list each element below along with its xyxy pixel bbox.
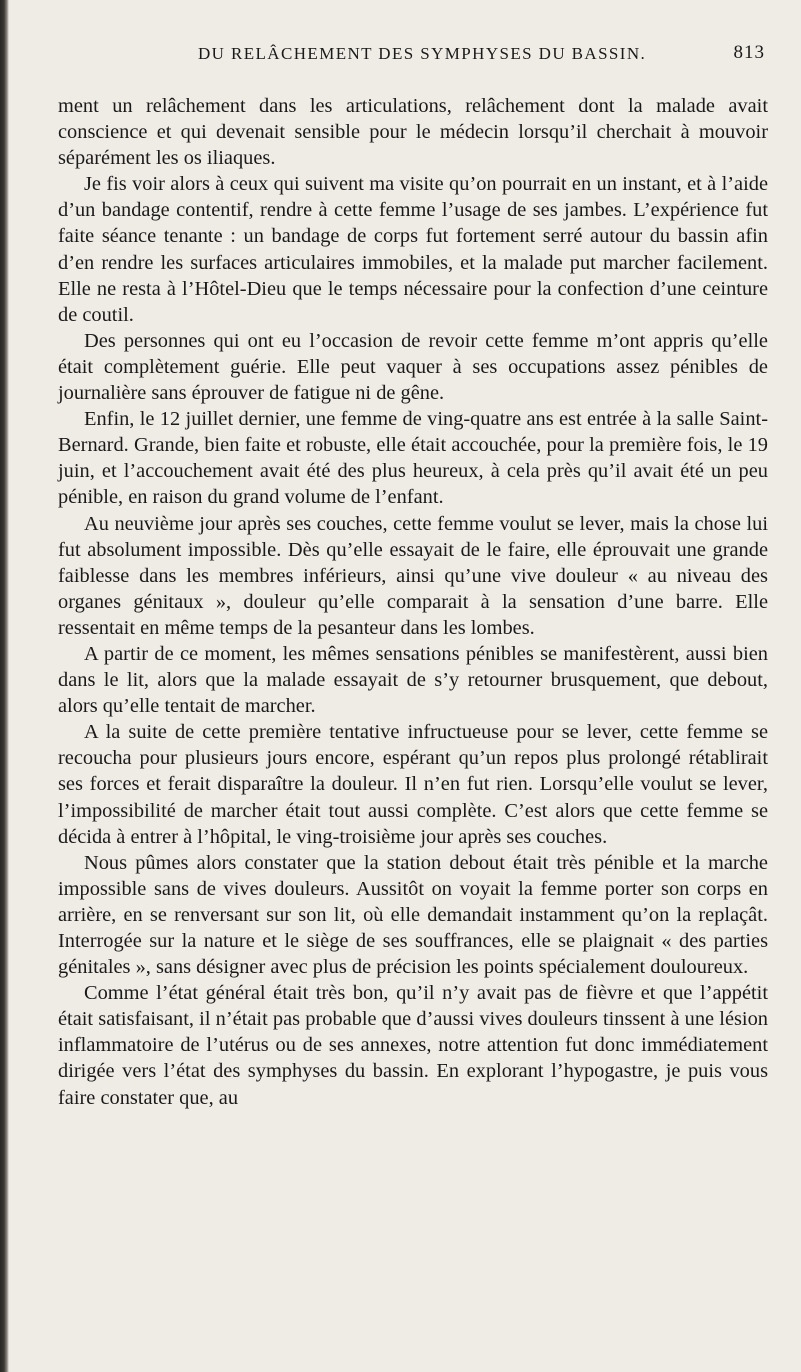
text-body — [58, 93, 768, 1111]
paragraph: Au neuvième jour après ses couches, cette femme voulut se lever, mais la chose lui fut absolument impossible. Dès qu’elle essayait de le faire, elle éprouvait une grande faiblesse dans les membres inférieurs, ainsi qu’une vive douleur « au niveau des organes génitaux », douleur qu’elle comparait à la sensation d’une barre. Elle ressentait en même temps de la pesanteur dans les lombes. — [58, 512, 768, 639]
running-head — [58, 34, 768, 74]
paragraph: Je fis voir alors à ceux qui suivent ma visite qu’on pourrait en un instant, et à l’aide d’un bandage contentif, rendre à cette femme l’usage de ses jambes. L’expérience fut faite séance tenante : un bandage de corps fut fortement serré autour du bassin afin d’en rendre les surfaces articulaires immobiles, et la malade put marcher facilement. Elle ne resta à l’Hôtel-Dieu que le temps nécessaire pour la confection d’une ceinture de coutil. — [58, 173, 768, 326]
running-title: DU RELÂCHEMENT DES SYMPHYSES DU BASSIN. — [198, 44, 647, 63]
paragraph: Comme l’état général était très bon, qu’il n’y avait pas de fièvre et que l’appétit était satisfaisant, il n’était pas probable que d’aussi vives douleurs tinssent à une lésion inflammatoire de l’utérus ou de ses annexes, notre attention fut donc immédiatement dirigée vers l’état des symphyses du bassin. En explorant l’hypogastre, je puis vous faire constater que, au — [58, 982, 768, 1109]
paragraph: Nous pûmes alors constater que la station debout était très pénible et la marche impossible sans de vives douleurs. Aussitôt on voyait la femme porter son corps en arrière, en se renversant sur son lit, où elle demandait instamment qu’on la replaçât. Interrogée sur la nature et le siège de ses souffrances, elle se plaignait « des parties génitales », sans désigner avec plus de précision les points spécialement douloureux. — [58, 851, 768, 979]
paragraph: A partir de ce moment, les mêmes sensations pénibles se manifestèrent, aussi bien dans le lit, alors que la malade essayait de s’y retourner brusquement, que debout, alors qu’elle tentait de marcher. — [58, 642, 768, 718]
paragraph: Enfin, le 12 juillet dernier, une femme de ving-quatre ans est entrée à la salle Saint-Bernard. Grande, bien faite et robuste, elle était accouchée, pour la première fois, le 19 juin, et l’accouchement avait été des plus heureux, à cela près qu’il avait été un peu pénible, en raison du grand volume de l’enfant. — [58, 408, 768, 509]
book-page — [58, 34, 768, 1111]
paragraph: Des personnes qui ont eu l’occasion de revoir cette femme m’ont appris qu’elle était complètement guérie. Elle peut vaquer à ses occupations assez pénibles de journalière sans éprouver de fatigue ni de gêne. — [58, 329, 768, 405]
paragraph: A la suite de cette première tentative infructueuse pour se lever, cette femme se recoucha pour plusieurs jours encore, espérant qu’un repos plus prolongé rétablirait ses forces et ferait disparaître la douleur. Il n’en fut rien. Lorsqu’elle voulut se lever, l’impossibilité de marcher était tout aussi complète. C’est alors que cette femme se décida à entrer à l’hôpital, le ving-troisième jour après ses couches. — [58, 721, 768, 848]
binding-edge — [0, 0, 9, 1372]
page-number: 813 — [733, 42, 765, 63]
paragraph: ment un relâchement dans les articulations, relâchement dont la malade avait conscience et qui devenait sensible pour le médecin lorsqu’il cherchait à mouvoir séparément les os iliaques. — [58, 95, 768, 170]
